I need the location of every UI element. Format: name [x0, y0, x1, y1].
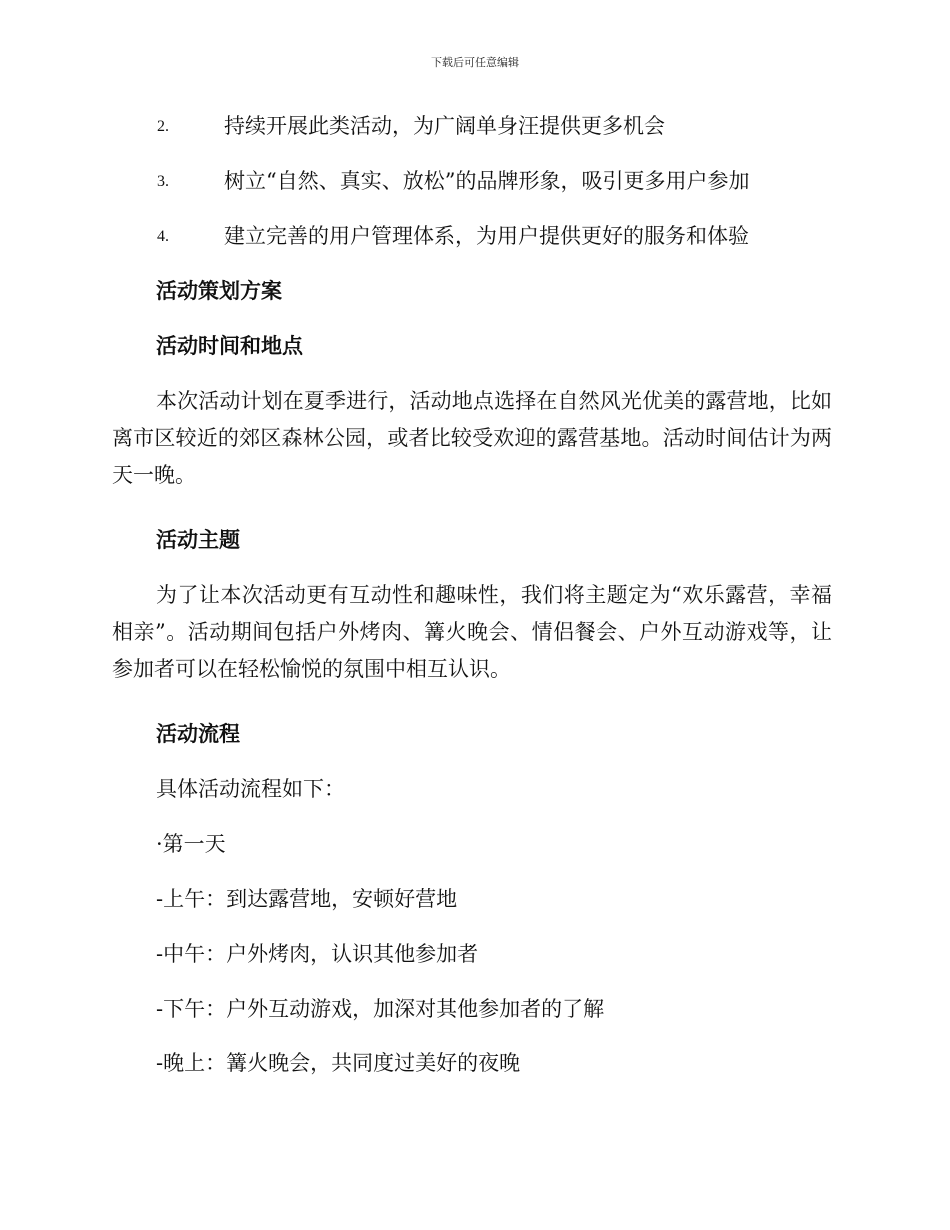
paragraph-theme: 为了让本次活动更有互动性和趣味性，我们将主题定为“欢乐露营，幸福相亲”。活动期间包括户外烤肉、篝火晚会、情侣餐会、户外互动游戏等，让参加者可以在轻松愉悦的氛围中相互认识。: [112, 583, 832, 681]
list-item-text: 建立完善的用户管理体系，为用户提供更好的服务和体验: [224, 224, 749, 248]
heading-time-place: 活动时间和地点: [156, 333, 303, 358]
list-item-number: 2.: [157, 118, 169, 135]
day-one-label: ·第一天: [156, 832, 226, 856]
page-header: 下载后可任意编辑: [431, 56, 519, 69]
schedule-item: -下午：户外互动游戏，加深对其他参加者的了解: [156, 997, 605, 1021]
schedule-item: -上午：到达露营地，安顿好营地: [156, 887, 458, 911]
schedule-item: -中午：户外烤肉，认识其他参加者: [156, 942, 479, 966]
paragraph-time-place: 本次活动计划在夏季进行，活动地点选择在自然风光优美的露营地，比如离市区较近的郊区森林公园，或者比较受欢迎的露营基地。活动时间估计为两天一晚。: [112, 389, 832, 487]
heading-theme: 活动主题: [156, 527, 240, 552]
list-item-number: 4.: [157, 228, 169, 245]
process-intro: 具体活动流程如下：: [156, 777, 345, 801]
list-item-text: 持续开展此类活动，为广阔单身汪提供更多机会: [224, 114, 665, 138]
list-item-text: 树立“自然、真实、放松”的品牌形象，吸引更多用户参加: [224, 169, 750, 193]
heading-plan: 活动策划方案: [156, 278, 282, 303]
list-item-number: 3.: [157, 173, 169, 190]
schedule-item: -晚上：篝火晚会，共同度过美好的夜晚: [156, 1051, 521, 1075]
heading-process: 活动流程: [156, 721, 240, 746]
